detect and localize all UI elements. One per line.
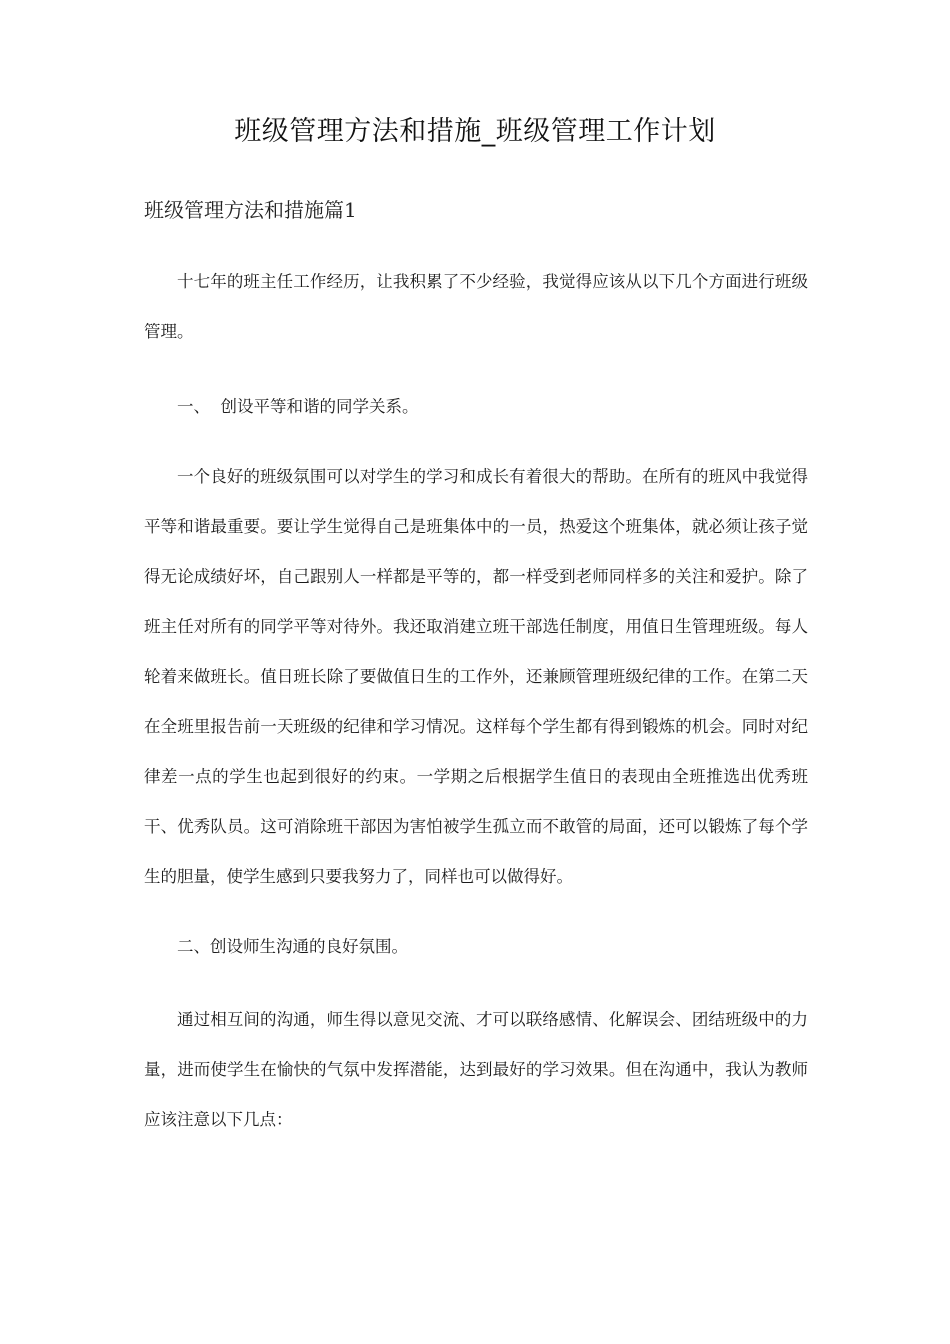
paragraph-one: 一个良好的班级氛围可以对学生的学习和成长有着很大的帮助。在所有的班风中我觉得平等和谐最重要。要让学生觉得自己是班集体中的一员，热爱这个班集体，就必须让孩子觉得无论成绩好坏，自己跟别人一样都是平等的，都一样受到老师同样多的关注和爱护。除了班主任对所有的同学平等对待外。我还取消建立班干部选任制度，用值日生管理班级。每人轮着来做班长。值日班长除了要做值日生的工作外，还兼顾管理班级纪律的工作。在第二天在全班里报告前一天班级的纪律和学习情况。这样每个学生都有得到锻炼的机会。同时对纪律差一点的学生也起到很好的约束。一学期之后根据学生值日的表现由全班推选出优秀班干、优秀队员。这可消除班干部因为害怕被学生孤立而不敢管的局面，还可以锻炼了每个学生的胆量，使学生感到只要我努力了，同样也可以做得好。 bbox=[144, 467, 808, 886]
intro-paragraph: 十七年的班主任工作经历，让我积累了不少经验，我觉得应该从以下几个方面进行班级管理。 bbox=[144, 272, 808, 341]
paragraph-two: 通过相互间的沟通，师生得以意见交流、才可以联络感情、化解误会、团结班级中的力量，进而使学生在愉快的气氛中发挥潜能，达到最好的学习效果。但在沟通中，我认为教师应该注意以下几点： bbox=[144, 1010, 808, 1129]
section-heading: 班级管理方法和措施篇1 bbox=[144, 198, 357, 222]
document-title: 班级管理方法和措施_班级管理工作计划 bbox=[234, 116, 716, 147]
subheading-one: 一、 创设平等和谐的同学关系。 bbox=[177, 397, 419, 416]
subheading-two: 二、创设师生沟通的良好氛围。 bbox=[177, 937, 408, 956]
